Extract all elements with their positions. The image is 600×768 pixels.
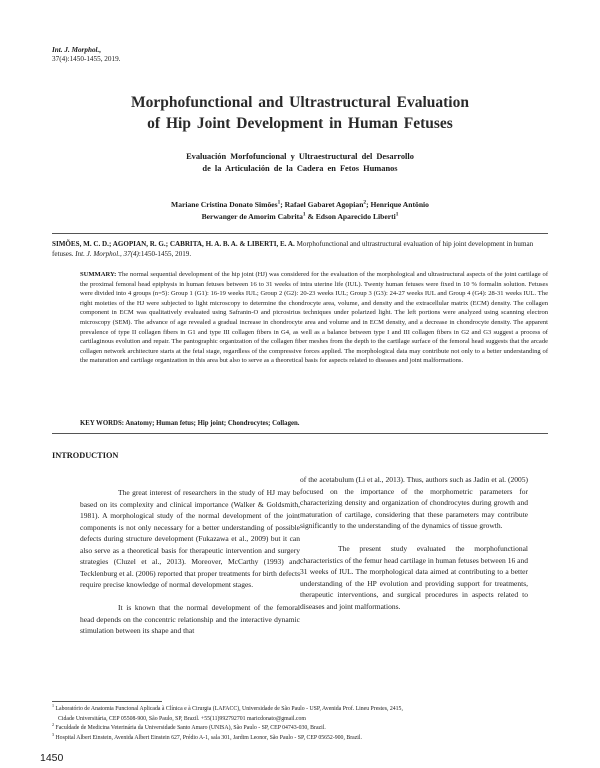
spanish-title — [60, 151, 540, 175]
citation-authors: SIMÕES, M. C. D.; AGOPIAN, R. G.; CABRITA, H. A. B. A. & LIBERTI, E. A. — [52, 240, 295, 248]
left-column — [80, 487, 300, 637]
divider-line — [52, 433, 548, 434]
citation-block — [52, 239, 548, 260]
citation-journal: Int. J. Morphol., 37(4) — [75, 250, 139, 259]
journal-name: Int. J. Morphol., — [52, 46, 102, 54]
citation-title: Morphofunctional and ultrastructural evaluation of hip joint development in human fetuses. — [52, 240, 534, 259]
affiliation-marker: 1 — [302, 211, 306, 218]
footnotes — [52, 705, 552, 743]
affiliation-marker: 2 — [363, 199, 367, 206]
paragraph: It is known that the normal development of the femoral head depends on the concentric relationship and the interactive dynamic stimulation between its shape and that — [80, 603, 300, 635]
journal-reference — [52, 46, 120, 64]
author-cabrita-last: Berwanger de Amorim Cabrita — [201, 212, 303, 221]
citation-pages: :1450-1455, 2019. — [138, 250, 192, 259]
footnote-2 — [52, 724, 552, 734]
section-heading-introduction: INTRODUCTION — [52, 451, 119, 460]
spanish-title-line-2: de la Articulación de la Cadera en Fetos Humanos — [202, 164, 398, 173]
author-line-1 — [60, 199, 540, 211]
footnote-text: Laboratório de Anatomia Funcional Aplicada à Clínica e à Cirurgia (LAFACC), Universidade de São Paulo - USP, Avenida Prof. Lineu Prestes, 2415, — [55, 706, 403, 712]
journal-volume: 37(4):1450-1455, 2019. — [52, 55, 121, 63]
footnote-3 — [52, 731, 552, 744]
affiliation-marker: 1 — [395, 211, 399, 218]
keywords: KEY WORDS: Anatomy; Human fetus; Hip joint; Chondrocytes; Collagen. — [80, 420, 300, 427]
footnote-1 — [52, 705, 552, 715]
affiliation-marker: 1 — [277, 199, 281, 206]
footnote-text: Faculdade de Medicina Veterinária da Universidade Santo Amaro (UNISA), São Paulo - SP, CEP 04743-030, Brazil. — [55, 725, 326, 732]
author-line-2 — [60, 211, 540, 223]
page-number: 1450 — [40, 752, 64, 764]
footnote-marker: 3 — [52, 731, 55, 737]
title-line-2: of Hip Joint Development in Human Fetuses — [147, 115, 453, 132]
right-column — [300, 474, 528, 612]
article-title — [40, 92, 560, 134]
author-list — [60, 199, 540, 223]
footnote-marker: 2 — [52, 722, 55, 728]
abstract-label: SUMMARY: — [80, 271, 117, 278]
spanish-title-line-1: Evaluación Morfofuncional y Ultraestructural del Desarrollo — [186, 152, 414, 161]
paragraph: of the acetabulum (Li et al., 2013). Thus, authors such as Jadin et al. (2005) focused on the importance of the morphometric parameters for characterizing density and organization of chondrocytes during growth and maturation of cartilage, considering that these parameters may contribute significantly to the understanding of the dynamics of tissue growth. — [300, 475, 528, 530]
author-simoes: Mariane Cristina Donato Simões — [171, 200, 278, 209]
footnote-rule — [52, 701, 162, 702]
author-liberti: & Edson Aparecido Liberti — [305, 212, 396, 221]
footnote-1-cont: Cidade Universitária, CEP 05508-900, São Paulo, SP, Brazil. +55(11)992792701 maricdonato@gmail.com — [58, 715, 306, 722]
footnote-text: Hospital Albert Einstein, Avenida Albert Einstein 627, Prédio A-1, sala 301, Jardim Leonor, São Paulo - SP, CEP 05652-900, Brazil. — [55, 734, 362, 741]
author-agopian: ; Rafael Gabaret Agopian — [280, 200, 364, 209]
footnote-marker: 1 — [52, 703, 55, 709]
paragraph: The present study evaluated the morphofunctional characteristics of the femur head cartilage in human fetuses between 16 and 31 weeks of IUL. The morphological data aimed at contributing to a better understanding of the HP evolution and providing support for treatments, therapeutic interventions, and surgical procedures in aspects related to diseases and joint malformations. — [300, 544, 528, 611]
abstract-text: The normal sequential development of the hip joint (HJ) was considered for the evaluation of the morphological and ultrastructural aspects of the joint cartilage of the proximal femoral head epiphysis in human fetuses between 16 to 31 weeks of intra uterine life (IUL). Twenty human fetuses were fixed in 10 % formalin solution. Fetuses were divided into 4 groups (n=5): Group 1 (G1): 16-19 weeks IUL; Group 2 (G2): 20-23 weeks IUL; Group 3 (G3): 24-27 weeks IUL and Group 4 (G4): 28-31 weeks IUL. The right moieties of the HJ were subjected to light microscopy to determine the chondrocyte area, volume, and density and the extracellular matrix (ECM) density. The collagen component in ECM was qualitatively evaluated using Safranin-O and picrosirius techniques under polarized light. The left portions were analyzed using scanning electron microscopy (SEM). The advance of age revealed a gradual increase in chondrocyte area and volume and in ECM density, and a decrease in chondrocyte density. The apparent prevalence of type II collagen fibers in G1 and type III collagen fibers in G4, as well as a balance between type I and III collagen fibers in G2 and G3 suggest a process of cartilaginous evolution and repair. The pantographic organization of the collagen fiber meshes from the depth to the cartilage surface of the femoral head suggests that the arcade collagen network architecture starts at the fetal stage, regardless of the compressive forces applied. The morphological data may contribute not only to a better understanding of the maturation and cartilage organization in this area but also to serve as a theoretical basis for aspects related to diseases and joint malformations. — [80, 271, 548, 365]
divider-line — [52, 233, 548, 234]
abstract — [80, 270, 548, 366]
title-line-1: Morphofunctional and Ultrastructural Evaluation — [131, 94, 469, 111]
paragraph: The great interest of researchers in the study of HJ may be based on its complexity and clinical importance (Walker & Goldsmith, 1981). A morphological study of the normal development of the joint components is not only necessary for a better understanding of possible defects during structure development (Fukazawa et al., 2009) but it can also serve as a theoretical basis for therapeutic intervention and surgery strategies (Cluzel et al., 2013). Moreover, McCarthy (1993) and Tecklenburg et al. (2006) reported that proper treatments for birth defects require precise knowledge of normal development stages. — [80, 488, 300, 589]
author-cabrita-first: ; Henrique Antônio — [366, 200, 429, 209]
